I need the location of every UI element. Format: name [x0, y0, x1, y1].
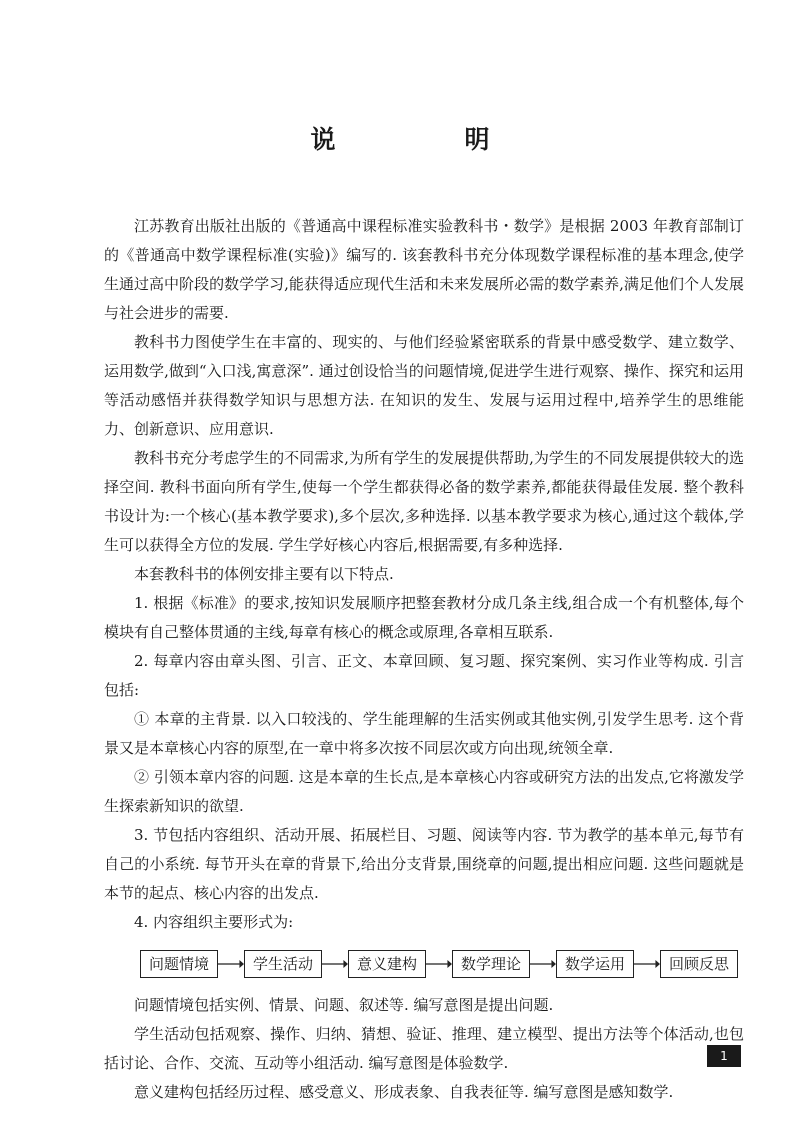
- flow-step-problem-situation: 问题情境: [140, 950, 218, 978]
- paragraph-feature-1: 1. 根据《标准》的要求,按知识发展顺序把整套教材分成几条主线,组合成一个有机整体,每个模块有自己整体贯通的主线,每章有核心的概念或原理,各章相互联系.: [104, 594, 744, 641]
- flow-step-student-activity: 学生活动: [244, 950, 322, 978]
- flow-step-meaning-construction: 意义建构: [348, 950, 426, 978]
- flow-arrow-icon: [530, 958, 556, 970]
- flow-arrow-icon: [634, 958, 660, 970]
- page-title: 说 明: [310, 125, 542, 154]
- paragraph-feature-4: 4. 内容组织主要形式为:: [134, 913, 294, 931]
- flow-step-math-theory: 数学理论: [452, 950, 530, 978]
- flow-arrow-icon: [322, 958, 348, 970]
- flow-step-review-reflection: 回顾反思: [660, 950, 738, 978]
- flow-arrow-icon: [218, 958, 244, 970]
- content-flow-diagram: [140, 949, 738, 979]
- paragraph-feature-3: 3. 节包括内容组织、活动开展、拓展栏目、习题、阅读等内容. 节为教学的基本单元,每节有自己的小系统. 每节开头在章的背景下,给出分支背景,围绕章的问题,提出相应问题. 这些问题就是本节的起点、核心内容的出发点.: [104, 826, 744, 902]
- paragraph-feature-2-a: ① 本章的主背景. 以入口较浅的、学生能理解的生活实例或其他实例,引发学生思考. 这个背景又是本章核心内容的原型,在一章中将多次按不同层次或方向出现,统领全章.: [104, 710, 744, 757]
- paragraph-feature-2-b: ② 引领本章内容的问题. 这是本章的生长点,是本章核心内容或研究方法的出发点,它将激发学生探索新知识的欲望.: [104, 768, 744, 815]
- body-text: [104, 212, 744, 1107]
- paragraph-features-intro: 本套教科书的体例安排主要有以下特点.: [134, 565, 394, 583]
- page-number: 1: [707, 1045, 741, 1067]
- paragraph-philosophy: 教科书力图使学生在丰富的、现实的、与他们经验紧密联系的背景中感受数学、建立数学、运用数学,做到“入口浅,寓意深”. 通过创设恰当的问题情境,促进学生进行观察、操作、探究和运用等活动感悟并获得数学知识与思想方法. 在知识的发生、发展与运用过程中,培养学生的思维能力、创新意识、应用意识.: [104, 333, 744, 438]
- paragraph-needs: 教科书充分考虑学生的不同需求,为所有学生的发展提供帮助,为学生的不同发展提供较大的选择空间. 教科书面向所有学生,使每一个学生都获得必备的数学素养,都能获得最佳发展. 整个教科书设计为:一个核心(基本教学要求),多个层次,多种选择. 以基本教学要求为核心,通过这个载体,学生可以获得全方位的发展. 学生学好核心内容后,根据需要,有多种选择.: [104, 449, 744, 554]
- paragraph-feature-2: 2. 每章内容由章头图、引言、正文、本章回顾、复习题、探究案例、实习作业等构成. 引言包括:: [104, 652, 744, 699]
- paragraph-student-activity: 学生活动包括观察、操作、归纳、猜想、验证、推理、建立模型、提出方法等个体活动,也包括讨论、合作、交流、互动等小组活动. 编写意图是体验数学.: [104, 1025, 744, 1072]
- paragraph-intro: 江苏教育出版社出版的《普通高中课程标准实验教科书・数学》是根据 2003 年教育部制订的《普通高中数学课程标准(实验)》编写的. 该套教科书充分体现数学课程标准的基本理念,使学生通过高中阶段的数学学习,能获得适应现代生活和未来发展所必需的数学素养,满足他们个人发展与社会进步的需要.: [104, 217, 744, 322]
- flow-step-math-application: 数学运用: [556, 950, 634, 978]
- paragraph-meaning-construction: 意义建构包括经历过程、感受意义、形成表象、自我表征等. 编写意图是感知数学.: [134, 1083, 674, 1101]
- paragraph-problem-situation: 问题情境包括实例、情景、问题、叙述等. 编写意图是提出问题.: [134, 996, 554, 1014]
- flow-arrow-icon: [426, 958, 452, 970]
